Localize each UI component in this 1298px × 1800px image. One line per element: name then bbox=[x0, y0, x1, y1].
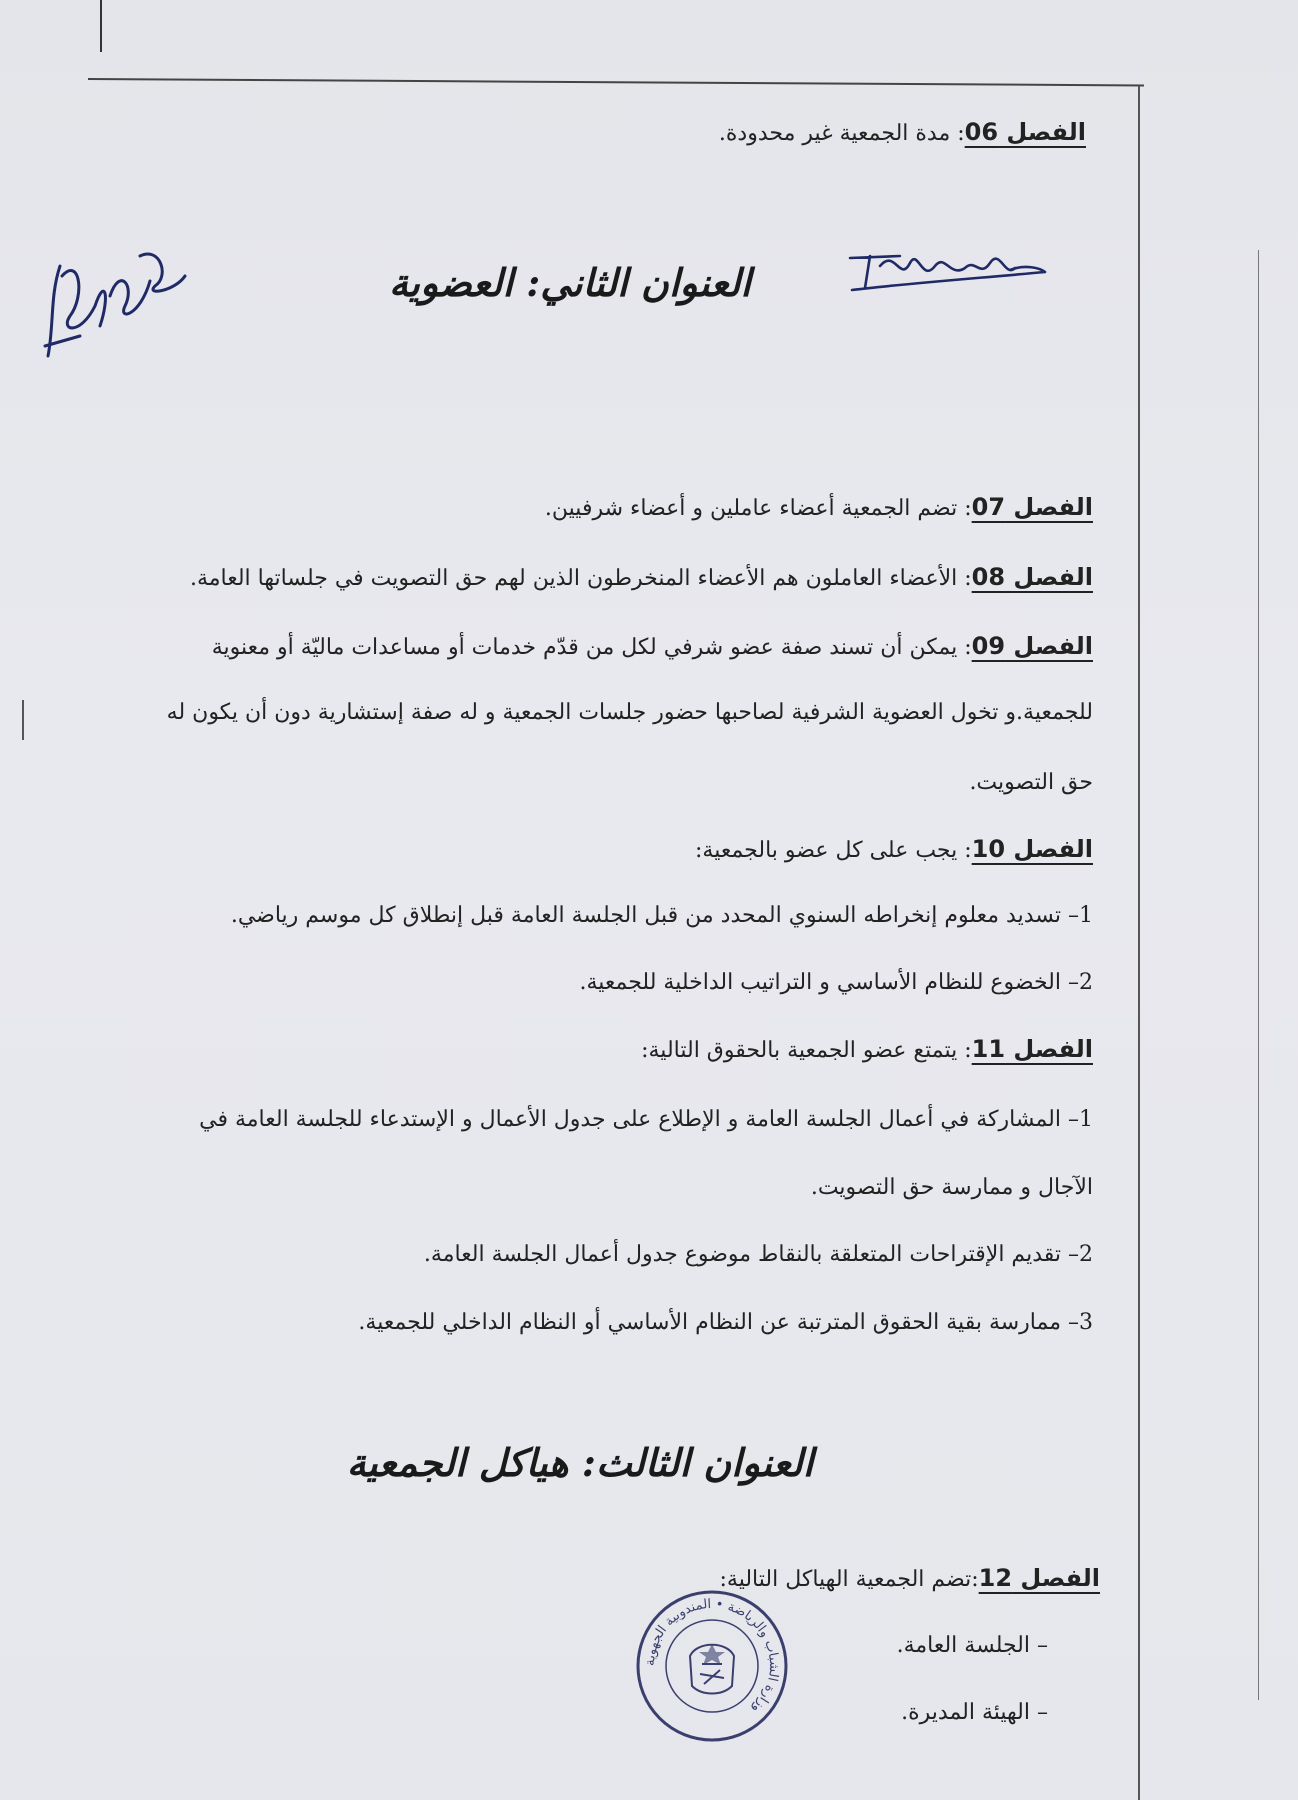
article-11-item-3: 3– ممارسة بقية الحقوق المترتبة عن النظام الأساسي أو النظام الداخلي للجمعية. bbox=[358, 1310, 1093, 1335]
article-12-item-2: – الهيئة المديرة. bbox=[901, 1700, 1048, 1725]
article-08-label: الفصل 08 bbox=[971, 563, 1093, 591]
stamp-text: وزارة الشباب والرياضة • المندوبية الجهوية bbox=[642, 1596, 782, 1717]
page-edge-line bbox=[1258, 250, 1259, 1700]
article-06-text: : مدة الجمعية غير محدودة. bbox=[718, 121, 965, 146]
article-09-line-2: للجمعية.و تخول العضوية الشرفية لصاحبها حضور جلسات الجمعية و له صفة إستشارية دون أن يكون له bbox=[166, 700, 1093, 725]
margin-mark bbox=[22, 700, 24, 740]
article-11-item-1a: 1– المشاركة في أعمال الجلسة العامة و الإطلاع على جدول الأعمال و الإستدعاء للجلسة العامة في bbox=[199, 1107, 1093, 1132]
article-07-text: : تضم الجمعية أعضاء عاملين و أعضاء شرفيين. bbox=[544, 496, 972, 521]
article-07-label: الفصل 07 bbox=[971, 493, 1093, 521]
article-11-item-2: 2– تقديم الإقتراحات المتعلقة بالنقاط موضوع جدول أعمال الجلسة العامة. bbox=[423, 1242, 1093, 1267]
article-08 bbox=[190, 563, 1093, 591]
article-11 bbox=[641, 1035, 1093, 1063]
top-rule bbox=[100, 0, 102, 52]
article-10-item-1: 1– تسديد معلوم إنخراطه السنوي المحدد من قبل الجلسة العامة قبل إنطلاق كل موسم رياضي. bbox=[230, 903, 1093, 928]
frame-top-rule bbox=[88, 78, 1144, 86]
signature-right bbox=[840, 238, 1050, 302]
article-09-text-1: : يمكن أن تسند صفة عضو شرفي لكل من قدّم خدمات أو مساعدات ماليّة أو معنوية bbox=[211, 635, 972, 660]
article-10-item-2: 2– الخضوع للنظام الأساسي و التراتيب الداخلية للجمعية. bbox=[579, 970, 1093, 995]
article-12-item-1: – الجلسة العامة. bbox=[896, 1633, 1048, 1658]
article-12-label: الفصل 12 bbox=[978, 1564, 1100, 1592]
article-08-text: : الأعضاء العاملون هم الأعضاء المنخرطون الذين لهم حق التصويت في جلساتها العامة. bbox=[189, 566, 972, 591]
article-09-label: الفصل 09 bbox=[971, 632, 1093, 660]
article-11-text: : يتمتع عضو الجمعية بالحقوق التالية: bbox=[641, 1038, 972, 1063]
article-12-text: :تضم الجمعية الهياكل التالية: bbox=[719, 1567, 979, 1592]
article-06 bbox=[719, 118, 1086, 146]
article-10-label: الفصل 10 bbox=[971, 835, 1093, 863]
signature-left bbox=[40, 236, 190, 376]
official-stamp bbox=[632, 1586, 792, 1746]
article-11-item-1b: الآجال و ممارسة حق التصويت. bbox=[810, 1175, 1093, 1200]
article-11-label: الفصل 11 bbox=[971, 1035, 1093, 1063]
article-07 bbox=[545, 493, 1093, 521]
heading-title-two: العنوان الثاني: العضوية bbox=[389, 260, 751, 305]
article-10 bbox=[695, 835, 1093, 863]
article-09-line-1 bbox=[212, 632, 1093, 660]
heading-title-three: العنوان الثالث: هياكل الجمعية bbox=[346, 1440, 814, 1485]
article-10-text: : يجب على كل عضو بالجمعية: bbox=[694, 838, 972, 863]
article-09-line-3: حق التصويت. bbox=[969, 770, 1093, 795]
frame-right-rule bbox=[1138, 86, 1140, 1800]
article-06-label: الفصل 06 bbox=[964, 118, 1086, 146]
